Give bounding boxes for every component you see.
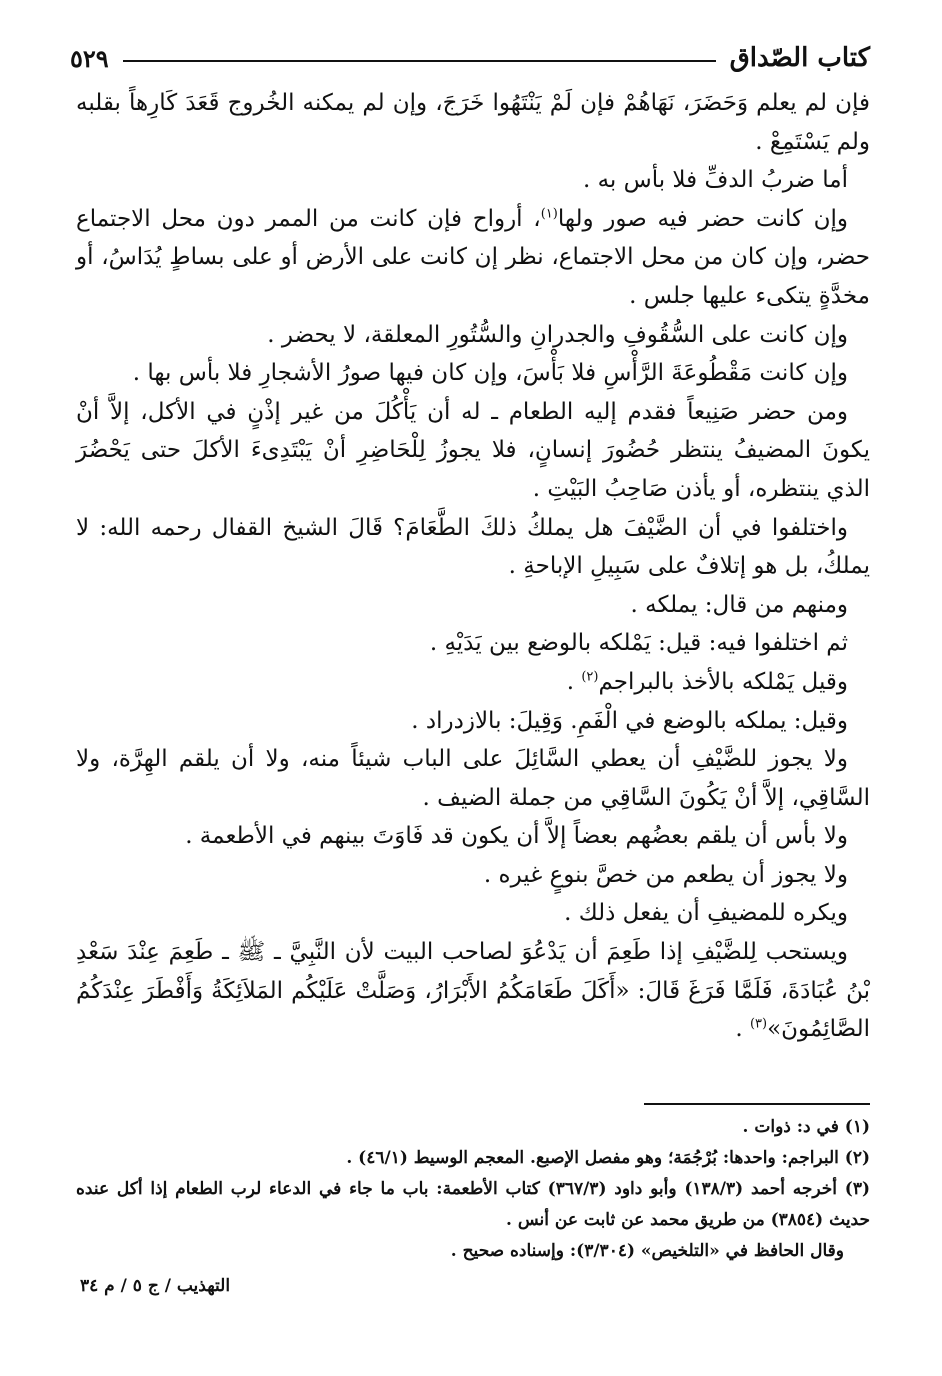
footnote: وقال الحافظ في «التلخيص» (٣/٣٠٤): وإسناده صحيح . <box>450 1241 844 1261</box>
paragraph <box>76 663 870 702</box>
paragraph: ولا يجوز للضَّيْفِ أن يعطي السَّائِلَ على الباب شيئاً منه، ولا أن يلقم الهِرَّة، ولا السَّاقِي، إلاَّ أنْ يَكُونَ السَّاقِي من جملة الضيف . <box>76 746 870 811</box>
paragraph: ولا يجوز أن يطعم من خصَّ بنوعٍ غيره . <box>483 861 848 888</box>
paragraph-text: ويستحب لِلضَّيْفِ إذا طَعِمَ أن يَدْعُوَ لصاحب البيت لأن النَّبِيَّ ـ ﷺ ـ طَعِمَ عِنْدَ سَعْدِ بْنُ عُبَادَةَ، فَلَمَّا فَرَغَ قَالَ: «أَكَلَ طَعَامَكُمُ الأَبْرَارُ، وَصَلَّتْ عَلَيْكُم المَلاَئِكَةُ وَأَفْطَرَ عِنْدَكُمُ الصَّائِمُونَ» <box>76 939 870 1043</box>
paragraph: ومنهم من قال: يملكه . <box>630 591 848 618</box>
paragraph: ومن حضر صَنِيعاً فقدم إليه الطعام ـ له أن يَأْكُلَ من غير إذْنٍ في الأكل، إلاَّ أنْ يكونَ المضيفُ ينتظر حُضُورَ إنسانٍ، فلا يجوزُ لِلْحَاضِرِ أنْ يَبْتَدِىءَ الأكلَ حتى يَحْضُرَ الذي ينتظره، أو يأذن صَاحِبُ البَيْتِ . <box>76 398 870 502</box>
footnote: (١) في د: ذوات . <box>742 1117 870 1137</box>
paragraph-text: وقيل يَمْلكه بالأخذ بالبراجم <box>598 668 848 695</box>
footnote-ref: (٣) <box>749 1016 768 1032</box>
book-title: كتاب الصّداق <box>729 43 870 73</box>
footnote: (٢) البراجم: واحدها: بُرْجُمَة؛ وهو مفصل الإصبع. المعجم الوسيط (٤٦/١) . <box>346 1148 870 1168</box>
footnote-ref: (١) <box>540 206 558 222</box>
paragraph: وقيل: يملكه بالوضع في الْفَمِ. وَقِيلَ: بالازدراد . <box>411 707 848 734</box>
paragraph-text: ، أرواح فإن كانت من الممر دون محل الاجتماع حضر، وإن كان من محل الاجتماع، نظر إن كانت على الأرض أو على بساطٍ يُدَاسُ، أو مخدَّةٍ يتكىء عليها جلس . <box>76 205 870 309</box>
paragraph: وإن كانت على السُّقُوفِ والجدرانِ والسُّتُورِ المعلقة، لا يحضر . <box>267 321 848 348</box>
paragraph: ثم اختلفوا فيه: قيل: يَمْلكه بالوضع بين يَدَيْهِ . <box>429 630 848 657</box>
footnote: (٣) أخرجه أحمد (١٣٨/٣) وأبو داود (٣٦٧/٣) كتاب الأطعمة: باب ما جاء في الدعاء لرب الطعام إذا أكل عنده حديث (٣٨٥٤) من طريق محمد عن ثابت عن أنس . <box>76 1179 870 1230</box>
paragraph-text: . <box>566 668 582 695</box>
paragraph: فإن لم يعلم وَحَضَرَ، نَهَاهُمْ فإن لَمْ يَنْتَهُوا خَرَجَ، وإن لم يمكنه الخُروج قَعَدَ كَارِهاً بقلبه ولم يَسْتَمِعْ . <box>76 90 870 155</box>
paragraph: أما ضربُ الدفِّ فلا بأس به . <box>582 167 848 194</box>
footnote-ref: (٢) <box>581 669 599 685</box>
paragraph-text: وإن كانت حضر فيه صور ولها <box>557 205 848 232</box>
paragraph <box>76 933 870 1049</box>
paragraph: واختلفوا في أن الضَّيْفَ هل يملكُ ذلكَ الطَّعَامَ؟ قَالَ الشيخ القفال رحمه الله: لا يملكُ، بل هو إتلافٌ على سَبِيلِ الإباحةِ . <box>76 514 870 580</box>
running-header <box>70 40 870 76</box>
paragraph-text: . <box>735 1016 750 1043</box>
paragraph: وإن كانت مَقْطُوعَةَ الرَّأْسِ فلا بَأْسَ، وإن كان فيها صورُ الأشجارِ فلا بأس بها . <box>132 360 848 387</box>
paragraph: ولا بأس أن يلقم بعضُهم بعضاً إلاَّ أن يكون قد فَاوَتَ بينهم في الأطعمة . <box>185 823 848 850</box>
paragraph: ويكره للمضيفِ أن يفعل ذلك . <box>564 900 848 927</box>
paragraph <box>76 200 870 316</box>
body-text <box>76 84 870 1049</box>
page-number: ٥٢٩ <box>70 43 109 73</box>
signature-mark: التهذيب / ج ٥ / م ٣٤ <box>80 1276 231 1296</box>
footnotes <box>76 1112 870 1267</box>
footnote-separator <box>644 1103 870 1105</box>
header-rule <box>123 60 716 62</box>
